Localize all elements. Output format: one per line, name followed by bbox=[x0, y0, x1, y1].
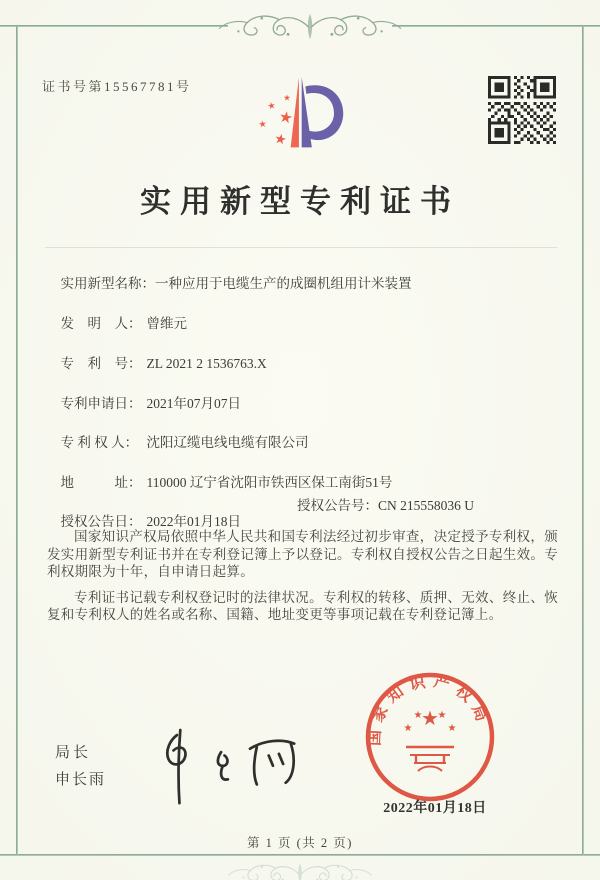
star-icon: ★ bbox=[272, 130, 289, 149]
qr-finder-top-left bbox=[488, 76, 511, 99]
cnipa-patent-logo bbox=[238, 66, 358, 166]
legal-paragraph-1: 国家知识产权局依照中华人民共和国专利法经过初步审查，决定授予专利权，颁发实用新型专利证书并在专利登记簿上予以登记。专利权自授权公告之日起生效。专利权期限为十年，自申请日起算。 bbox=[47, 529, 558, 579]
director-signature bbox=[148, 726, 318, 808]
official-seal bbox=[360, 667, 500, 807]
grant-number-pair bbox=[297, 494, 474, 514]
page-title: 实用新型专利证书 bbox=[140, 184, 460, 219]
field-value: 曾维元 bbox=[146, 316, 187, 331]
director-name: 申长雨 bbox=[55, 772, 107, 788]
field-value: 沈阳辽缆电线电缆有限公司 bbox=[146, 435, 309, 450]
seal-date: 2022年01月18日 bbox=[383, 801, 487, 816]
title-divider bbox=[45, 247, 557, 248]
certificate-number: 证书号第15567781号 bbox=[42, 79, 192, 94]
field-value: 2022年01月18日 bbox=[146, 514, 241, 529]
star-icon: ★ bbox=[447, 723, 457, 734]
star-icon: ★ bbox=[413, 710, 423, 721]
frame-top-line-right bbox=[392, 25, 600, 27]
field-label: 专 利 权 人： bbox=[60, 435, 139, 450]
field-label: 发 明 人： bbox=[60, 316, 142, 331]
field-label: 授权公告号： bbox=[297, 498, 378, 513]
field-value: 一种应用于电缆生产的成圈机组用计米装置 bbox=[155, 276, 412, 291]
legal-paragraph-2: 专利证书记载专利权登记时的法律状况。专利权的转移、质押、无效、终止、恢复和专利权人的姓名或名称、国籍、地址变更等事项记载在专利登记簿上。 bbox=[47, 589, 558, 622]
qr-finder-bottom-left bbox=[488, 121, 511, 144]
national-emblem bbox=[404, 706, 457, 734]
logo-p-bowl bbox=[305, 85, 343, 140]
qr-finder-top-right bbox=[533, 76, 556, 99]
director-title: 局长 bbox=[55, 745, 92, 761]
qr-code bbox=[488, 76, 556, 144]
frame-top-line-left bbox=[0, 25, 228, 27]
star-icon: ★ bbox=[403, 723, 413, 734]
field-value: CN 215558036 U bbox=[378, 498, 475, 513]
frame-left-line bbox=[16, 26, 18, 855]
field-value: 110000 辽宁省沈阳市铁西区保工南街51号 bbox=[146, 475, 393, 490]
field-label: 地 址： bbox=[60, 475, 142, 490]
field-label: 专 利 号： bbox=[60, 356, 142, 371]
field-label: 授权公告日： bbox=[60, 514, 142, 529]
field-label: 实用新型名称： bbox=[60, 276, 155, 291]
star-icon: ★ bbox=[266, 99, 277, 113]
seal-ring-label: 国家知识产权局 bbox=[366, 672, 493, 747]
page-number: 第 1 页 (共 2 页) bbox=[247, 836, 353, 850]
emblem-gate bbox=[406, 747, 454, 771]
star-icon: ★ bbox=[283, 92, 291, 103]
star-icon: ★ bbox=[437, 710, 447, 721]
field-label: 专利申请日： bbox=[60, 396, 142, 411]
bottom-flourish-ornament bbox=[225, 860, 375, 880]
frame-bottom-line bbox=[0, 854, 600, 856]
star-icon: ★ bbox=[421, 706, 439, 730]
star-icon: ★ bbox=[257, 118, 268, 131]
legal-text-block bbox=[47, 528, 558, 632]
star-icon: ★ bbox=[277, 106, 295, 128]
field-value: ZL 2021 2 1536763.X bbox=[146, 356, 267, 371]
logo-stars bbox=[258, 92, 295, 149]
grant-date-pair bbox=[61, 514, 242, 529]
top-flourish-ornament bbox=[215, 4, 405, 50]
frame-right-line bbox=[582, 26, 584, 855]
field-value: 2021年07月07日 bbox=[146, 396, 241, 411]
